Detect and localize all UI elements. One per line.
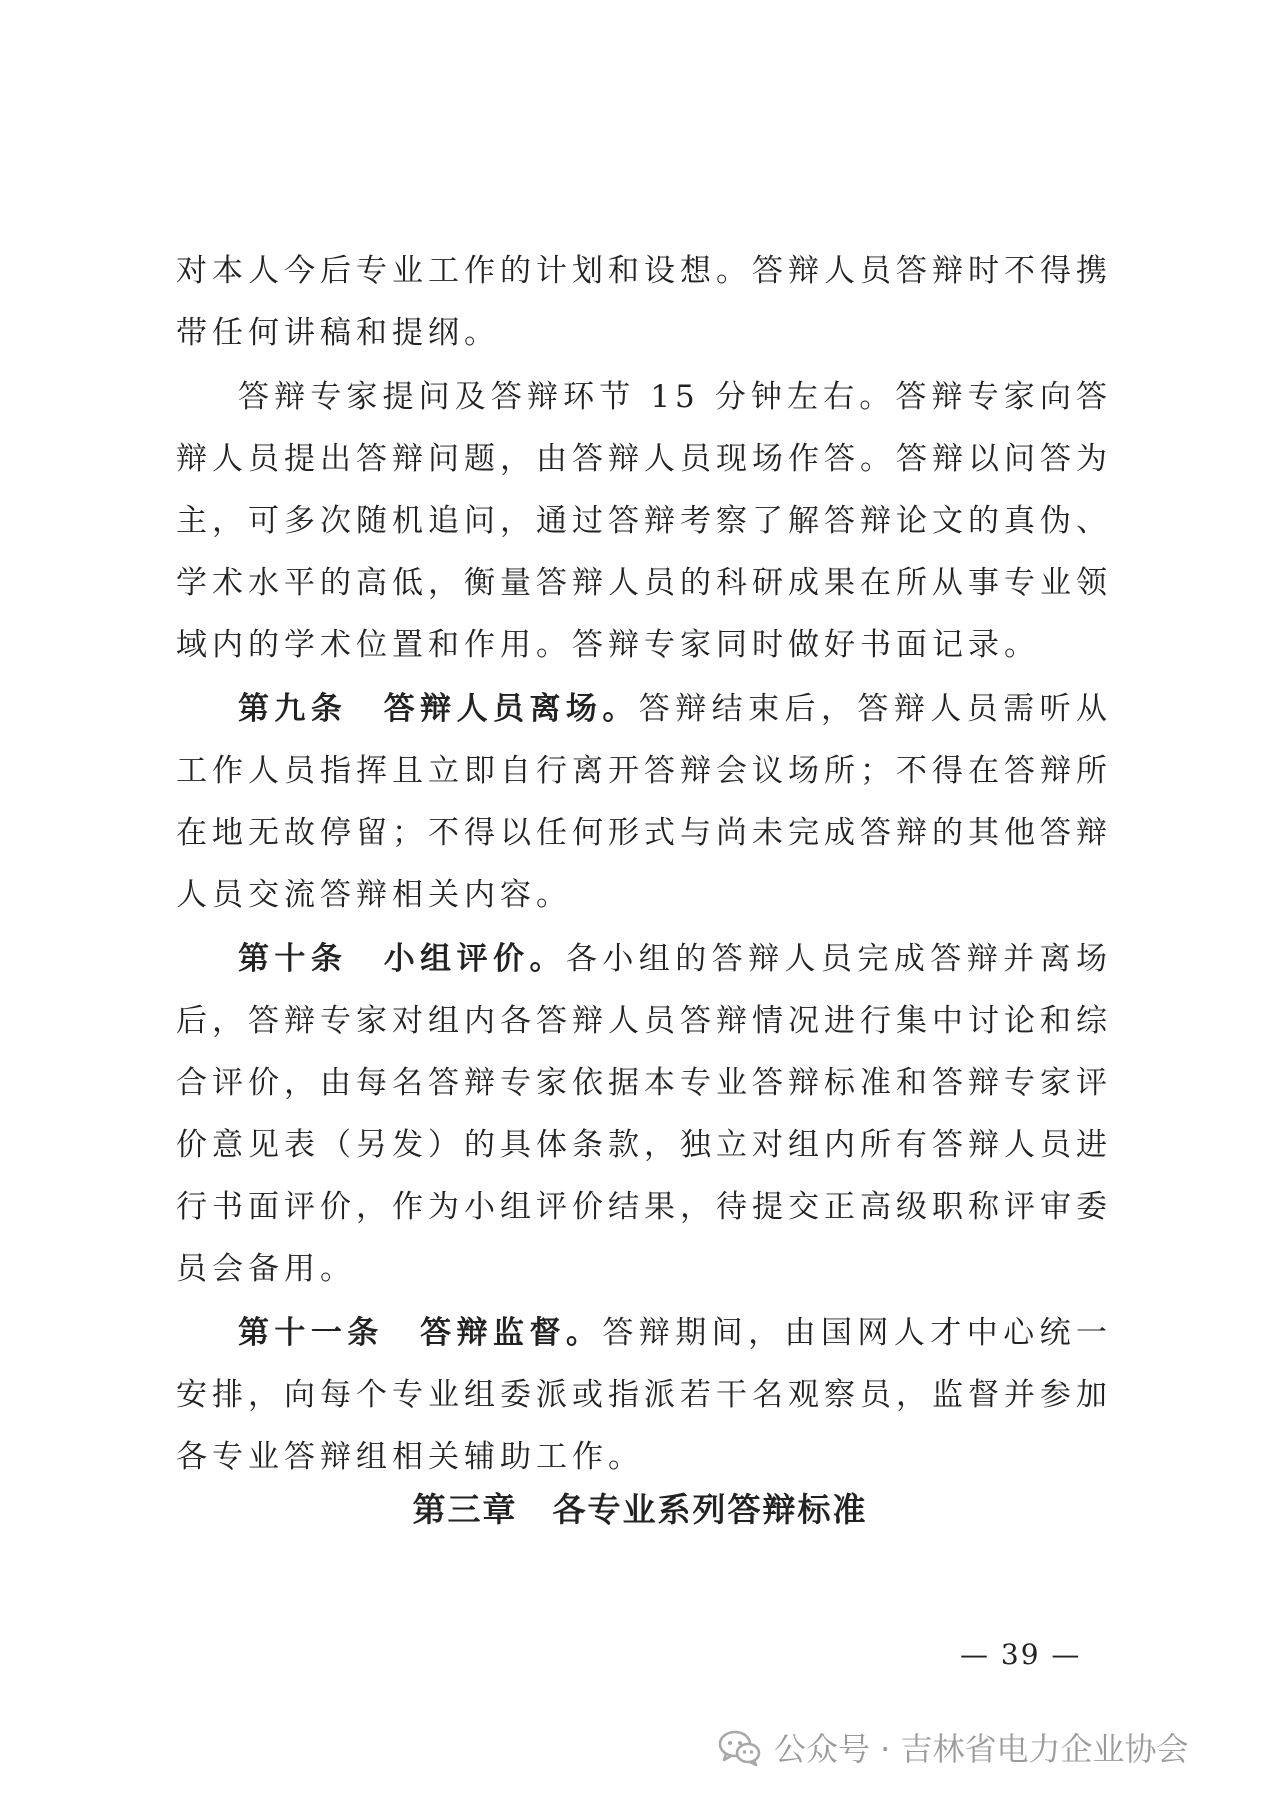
article-text: 各小组的答辩人员完成答辩并离场后，答辩专家对组内各答辩人员答辩情况进行集中讨论和综合评价，由每名答辩专家依据本专业答辩标准和答辩专家评价意见表（另发）的具体条款，独立对组内所有答辩人员进行书面评价，作为小组评价结果，待提交正高级职称评审委员会备用。: [176, 941, 1113, 1287]
page-number: — 39 —: [960, 1638, 1082, 1671]
article-9: [176, 678, 1112, 926]
chapter-title: 第三章 各专业系列答辩标准: [412, 1490, 868, 1529]
paragraph-text: 对本人今后专业工作的计划和设想。答辩人员答辩时不得携带任何讲稿和提纲。: [176, 253, 1112, 351]
paragraph-text: 答辩专家提问及答辩环节 15 分钟左右。答辩专家向答辩人员提出答辩问题，由答辩人员现场作答。答辩以问答为主，可多次随机追问，通过答辩考察了解答辩论文的真伪、学术水平的高低，衡量答辩人员的科研成果在所从事专业领域内的学术位置和作用。答辩专家同时做好书面记录。: [176, 379, 1112, 663]
body-text: [176, 240, 1112, 1490]
paragraph-defense-qa: [176, 366, 1112, 676]
article-heading: 第九条 答辩人员离场。: [238, 691, 639, 727]
wechat-icon: [716, 1723, 764, 1771]
article-heading: 第十条 小组评价。: [238, 941, 566, 977]
article-11: [176, 1302, 1112, 1488]
watermark: [716, 1722, 1189, 1772]
watermark-text: 公众号 · 吉林省电力企业协会: [774, 1730, 1189, 1768]
article-10: [176, 928, 1112, 1300]
article-text: 答辩期间，由国网人才中心统一安排，向每个专业组委派或指派若干名观察员，监督并参加各专业答辩组相关辅助工作。: [176, 1315, 1113, 1475]
article-text: 答辩结束后，答辩人员需听从工作人员指挥且立即自行离开答辩会议场所；不得在答辩所在地无故停留；不得以任何形式与尚未完成答辩的其他答辩人员交流答辩相关内容。: [176, 691, 1113, 913]
paragraph-continued: [176, 240, 1112, 364]
article-heading: 第十一条 答辩监督。: [238, 1315, 603, 1351]
